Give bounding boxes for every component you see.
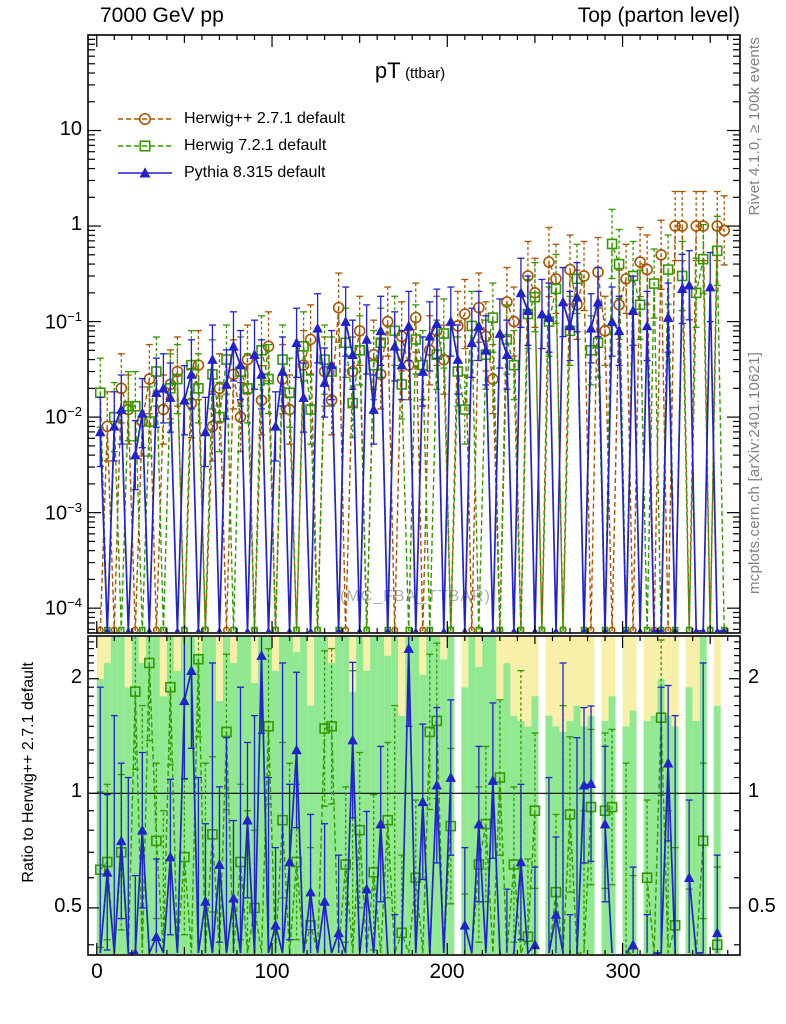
x-tick-label: 0 bbox=[91, 960, 103, 983]
y-tick-label: $10^{-3}$ bbox=[44, 500, 82, 525]
y-tick-label: $10^{-4}$ bbox=[44, 595, 82, 620]
mcplots-citation-note: mcplots.cern.ch [arXiv:2401.10621] bbox=[746, 352, 763, 594]
beam-energy-label: 7000 GeV pp bbox=[100, 4, 224, 27]
ratio-tick-label: 2 bbox=[748, 666, 760, 688]
y-tick-label: $10^{-1}$ bbox=[44, 309, 82, 334]
ratio-tick-label: 0.5 bbox=[748, 895, 776, 917]
ratio-axis-label: Ratio to Herwig++ 2.7.1 default bbox=[20, 662, 37, 883]
plot-title-sub: (ttbar) bbox=[405, 65, 446, 82]
plot-title bbox=[290, 58, 530, 84]
herwig7-line-sample bbox=[116, 138, 174, 154]
ratio-tick-label: 2 bbox=[70, 666, 82, 688]
main-panel-series bbox=[95, 191, 729, 632]
ratio-tick-label: 1 bbox=[70, 780, 82, 802]
rivet-version-note: Rivet 4.1.0, ≥ 100k events bbox=[746, 37, 763, 216]
plot-title-main: pT bbox=[374, 58, 401, 83]
process-label: Top (parton level) bbox=[577, 4, 740, 27]
y-tick-label: 10 bbox=[59, 118, 82, 140]
legend-item-herwig7 bbox=[116, 137, 345, 155]
x-tick-label: 300 bbox=[605, 960, 641, 983]
legend bbox=[116, 110, 345, 182]
legend-label: Herwig 7.2.1 default bbox=[184, 137, 327, 154]
legend-item-pythia bbox=[116, 164, 345, 182]
pythia-line-sample bbox=[116, 165, 174, 181]
legend-label: Pythia 8.315 default bbox=[184, 164, 326, 181]
ratio-tick-label: 1 bbox=[748, 780, 760, 802]
legend-label: Herwig++ 2.7.1 default bbox=[184, 110, 345, 127]
x-tick-label: 200 bbox=[429, 960, 465, 983]
x-tick-label: 100 bbox=[254, 960, 290, 983]
ratio-tick-label: 0.5 bbox=[54, 895, 82, 917]
y-tick-label: 1 bbox=[70, 213, 82, 235]
analysis-watermark: (MC_FBA_TTBAR) bbox=[340, 588, 491, 605]
herwig-pp-line-sample bbox=[116, 111, 174, 127]
y-tick-label: $10^{-2}$ bbox=[44, 404, 82, 429]
legend-item-herwig-pp bbox=[116, 110, 345, 128]
